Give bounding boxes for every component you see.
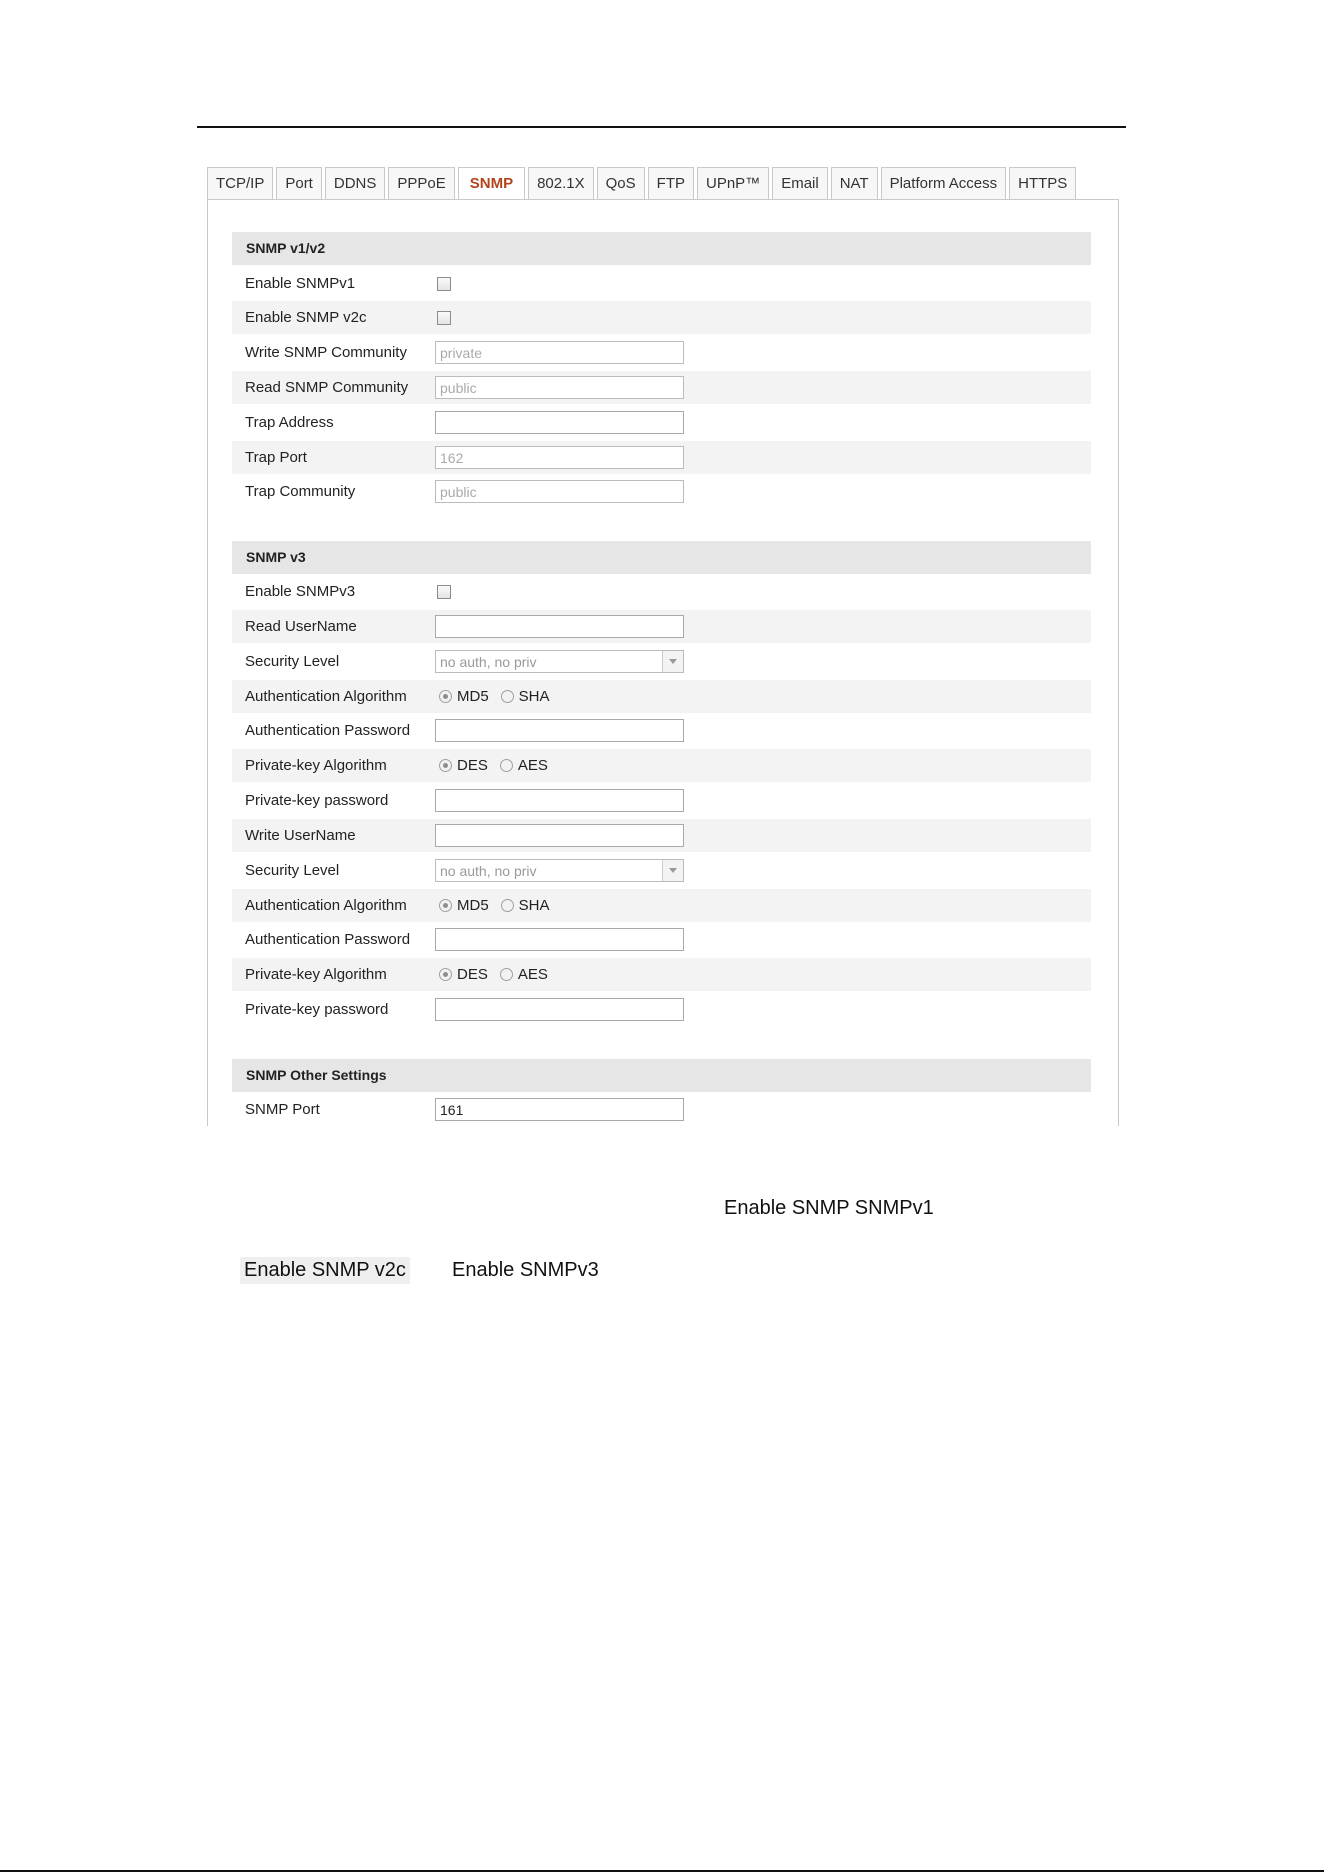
write-priv-des-radio[interactable] xyxy=(439,968,452,981)
caption-enable-snmp-v1: Enable SNMP SNMPv1 xyxy=(724,1197,934,1219)
read-auth-md5-label: MD5 xyxy=(457,688,489,705)
tab-8021x[interactable]: 802.1X xyxy=(528,167,594,199)
row-read-community xyxy=(232,371,1091,404)
write-security-level-value: no auth, no priv xyxy=(440,862,537,879)
write-auth-sha-radio[interactable] xyxy=(501,899,514,912)
read-priv-aes-radio[interactable] xyxy=(500,759,513,772)
row-read-priv-password xyxy=(232,784,1091,817)
write-priv-password-label: Private-key password xyxy=(245,1001,389,1018)
write-community-label: Write SNMP Community xyxy=(245,344,407,361)
caption-enable-snmp-v2c: Enable SNMP v2c xyxy=(240,1257,410,1284)
trap-address-label: Trap Address xyxy=(245,414,334,431)
write-auth-algorithm-label: Authentication Algorithm xyxy=(245,897,407,914)
write-priv-algorithm-label: Private-key Algorithm xyxy=(245,966,387,983)
row-write-community xyxy=(232,336,1091,369)
write-auth-md5-radio[interactable] xyxy=(439,899,452,912)
read-priv-des-label: DES xyxy=(457,757,488,774)
read-username-input[interactable] xyxy=(435,615,684,638)
row-enable-snmpv2c xyxy=(232,301,1091,334)
row-read-security-level xyxy=(232,645,1091,678)
tab-email[interactable]: Email xyxy=(772,167,828,199)
write-auth-password-input[interactable] xyxy=(435,928,684,951)
row-trap-address xyxy=(232,406,1091,439)
write-priv-des-label: DES xyxy=(457,966,488,983)
write-community-input[interactable] xyxy=(435,341,684,364)
row-trap-community xyxy=(232,475,1091,508)
enable-snmpv1-checkbox[interactable] xyxy=(437,277,451,291)
read-auth-password-label: Authentication Password xyxy=(245,722,411,739)
tab-ftp[interactable]: FTP xyxy=(648,167,694,199)
page-top-rule xyxy=(197,126,1126,128)
write-auth-md5-label: MD5 xyxy=(457,897,489,914)
write-security-level-label: Security Level xyxy=(245,862,340,879)
read-priv-aes-label: AES xyxy=(517,757,548,774)
enable-snmpv2c-label: Enable SNMP v2c xyxy=(245,309,367,326)
section-header-snmp-other: SNMP Other Settings xyxy=(232,1059,1091,1092)
tab-port[interactable]: Port xyxy=(276,167,322,199)
row-write-auth-algorithm xyxy=(232,889,1091,922)
snmp-port-input[interactable] xyxy=(435,1098,684,1121)
read-community-label: Read SNMP Community xyxy=(245,379,409,396)
read-priv-algorithm-label: Private-key Algorithm xyxy=(245,757,387,774)
chevron-down-icon[interactable] xyxy=(662,860,683,881)
enable-snmpv3-label: Enable SNMPv3 xyxy=(245,583,356,600)
row-write-username xyxy=(232,819,1091,852)
row-read-username xyxy=(232,610,1091,643)
tab-nat[interactable]: NAT xyxy=(831,167,878,199)
tab-ddns[interactable]: DDNS xyxy=(325,167,386,199)
row-read-priv-algorithm xyxy=(232,749,1091,782)
enable-snmpv2c-checkbox[interactable] xyxy=(437,311,451,325)
tab-snmp[interactable]: SNMP xyxy=(458,167,525,201)
write-security-level-select[interactable] xyxy=(435,859,684,882)
caption-enable-snmp-v3: Enable SNMPv3 xyxy=(452,1259,599,1281)
row-read-auth-password xyxy=(232,714,1091,747)
read-auth-password-input[interactable] xyxy=(435,719,684,742)
read-priv-des-radio[interactable] xyxy=(439,759,452,772)
row-enable-snmpv1 xyxy=(232,267,1091,300)
row-read-auth-algorithm xyxy=(232,680,1091,713)
tab-tcpip[interactable]: TCP/IP xyxy=(207,167,273,199)
row-write-priv-password xyxy=(232,993,1091,1026)
read-priv-password-input[interactable] xyxy=(435,789,684,812)
row-trap-port xyxy=(232,441,1091,474)
trap-community-input[interactable] xyxy=(435,480,684,503)
trap-port-label: Trap Port xyxy=(245,449,307,466)
read-auth-algorithm-label: Authentication Algorithm xyxy=(245,688,407,705)
write-auth-password-label: Authentication Password xyxy=(245,931,411,948)
row-write-auth-password xyxy=(232,923,1091,956)
tab-pppoe[interactable]: PPPoE xyxy=(388,167,454,199)
read-security-level-label: Security Level xyxy=(245,653,340,670)
write-auth-sha-label: SHA xyxy=(518,897,550,914)
write-username-label: Write UserName xyxy=(245,827,356,844)
trap-port-input[interactable] xyxy=(435,446,684,469)
trap-address-input[interactable] xyxy=(435,411,684,434)
snmp-port-label: SNMP Port xyxy=(245,1101,320,1118)
tab-qos[interactable]: QoS xyxy=(597,167,645,199)
tab-platform-access[interactable]: Platform Access xyxy=(881,167,1007,199)
section-header-snmp-v1v2: SNMP v1/v2 xyxy=(232,232,1091,265)
tab-https[interactable]: HTTPS xyxy=(1009,167,1076,199)
row-snmp-port xyxy=(232,1093,1091,1126)
enable-snmpv3-checkbox[interactable] xyxy=(437,585,451,599)
chevron-down-icon[interactable] xyxy=(662,651,683,672)
tab-upnp[interactable]: UPnP™ xyxy=(697,167,769,199)
write-username-input[interactable] xyxy=(435,824,684,847)
row-write-security-level xyxy=(232,854,1091,887)
row-enable-snmpv3 xyxy=(232,575,1091,608)
read-auth-sha-radio[interactable] xyxy=(501,690,514,703)
trap-community-label: Trap Community xyxy=(245,483,356,500)
read-security-level-select[interactable] xyxy=(435,650,684,673)
write-priv-password-input[interactable] xyxy=(435,998,684,1021)
write-priv-aes-label: AES xyxy=(517,966,548,983)
network-tab-bar xyxy=(207,167,1079,199)
read-priv-password-label: Private-key password xyxy=(245,792,389,809)
read-auth-md5-radio[interactable] xyxy=(439,690,452,703)
read-security-level-value: no auth, no priv xyxy=(440,653,537,670)
read-community-input[interactable] xyxy=(435,376,684,399)
write-priv-aes-radio[interactable] xyxy=(500,968,513,981)
read-username-label: Read UserName xyxy=(245,618,357,635)
row-write-priv-algorithm xyxy=(232,958,1091,991)
enable-snmpv1-label: Enable SNMPv1 xyxy=(245,275,356,292)
read-auth-sha-label: SHA xyxy=(518,688,550,705)
section-header-snmp-v3: SNMP v3 xyxy=(232,541,1091,574)
